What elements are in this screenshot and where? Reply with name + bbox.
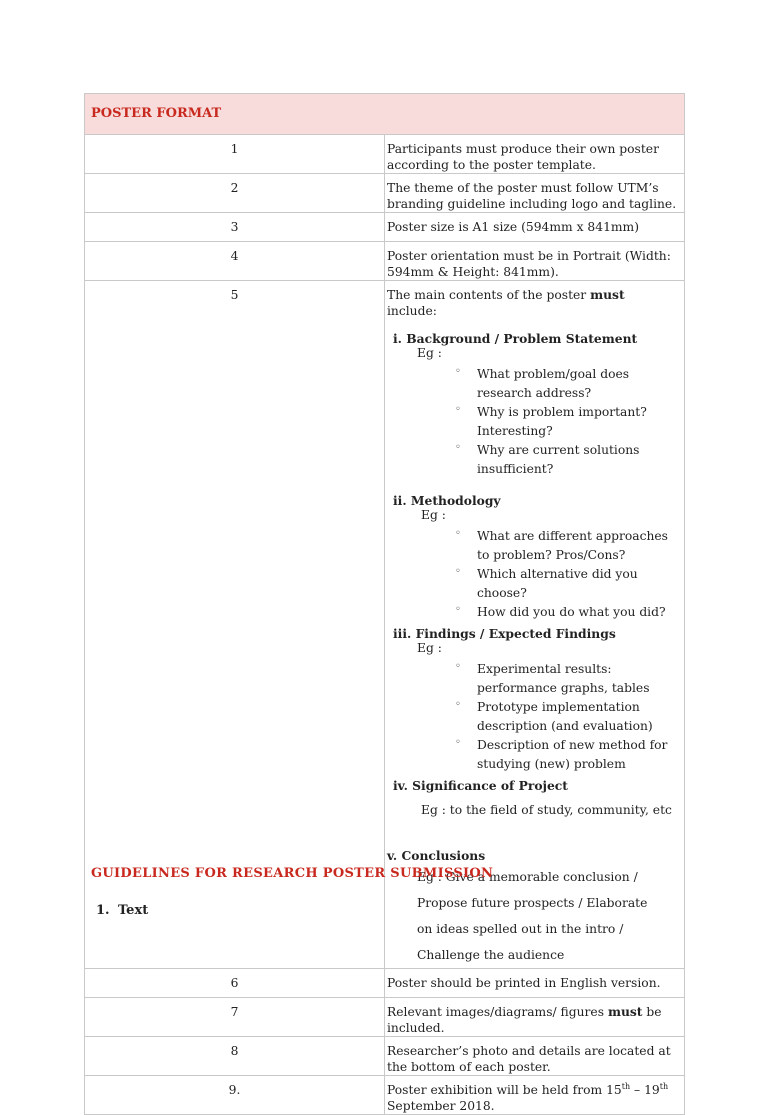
list-item: ◦ Which alternative did you choose? [387,565,678,603]
guidelines-heading: GUIDELINES FOR RESEARCH POSTER SUBMISSION [91,866,494,881]
row-text: Poster exhibition will be held from 15th – 19th September 2018. [385,1076,685,1115]
table-row [85,135,685,174]
row-text: Poster orientation must be in Portrait (Width: 594mm & Height: 841mm). [385,242,685,281]
bullet-list-background [387,365,678,479]
table-header-row [85,94,685,135]
eg-label: Eg : [417,641,442,655]
section-title-findings: iii. Findings / Expected Findings [393,626,616,641]
row-number: 4 [85,242,385,281]
list-item: ◦ Why is problem important? Interesting? [387,403,678,441]
table-row [85,1037,685,1076]
significance-example: Eg : to the field of study, community, etc [421,803,672,817]
row-text: Participants must produce their own poster according to the poster template. [385,135,685,174]
table-row [85,174,685,213]
table-row [85,1076,685,1115]
table-row [85,213,685,242]
item-number: 1. [96,903,110,918]
row-text: Poster should be printed in English version. [385,969,685,998]
row-number: 1 [85,135,385,174]
eg-label: Eg : [421,508,446,522]
row-number: 3 [85,213,385,242]
list-item: ◦ What problem/goal does research address? [387,365,678,403]
item-label: Text [118,903,149,918]
list-item: ◦ Description of new method for studying (new) problem [387,736,678,774]
list-item: ◦ What are different approaches to problem? Pros/Cons? [387,527,678,565]
row-text: Poster size is A1 size (594mm x 841mm) [385,213,685,242]
bullet-list-findings [387,660,678,774]
table-header: POSTER FORMAT [85,94,685,135]
table-row [85,242,685,281]
eg-label: Eg : [417,346,442,360]
row-text: Researcher’s photo and details are located at the bottom of each poster. [385,1037,685,1076]
row-number: 8 [85,1037,385,1076]
list-item: ◦ How did you do what you did? [387,603,678,622]
guideline-item-text [96,903,148,918]
list-item: ◦ Why are current solutions insufficient? [387,441,678,479]
row-number: 9. [85,1076,385,1115]
conclusion-line-1: Eg : Give a memorable conclusion / Propose future prospects / Elaborate [417,870,648,910]
row-text: The theme of the poster must follow UTM’s branding guideline including logo and tagline. [385,174,685,213]
list-item: ◦ Prototype implementation description (and evaluation) [387,698,678,736]
conclusion-line-2: on ideas spelled out in the intro / Challenge the audience [417,922,624,962]
section-title-methodology: ii. Methodology [393,493,501,508]
contents-intro: The main contents of the poster must include: [387,287,625,318]
list-item: ◦ Experimental results: performance graphs, tables [387,660,678,698]
row-number: 2 [85,174,385,213]
table-row [85,969,685,998]
poster-format-table [84,93,685,1115]
section-title-background: i. Background / Problem Statement [393,331,638,346]
bullet-list-methodology [387,527,678,622]
row-number: 6 [85,969,385,998]
table-row [85,998,685,1037]
section-title-conclusions: v. Conclusions [387,848,486,863]
row-number: 7 [85,998,385,1037]
row-text: Relevant images/diagrams/ figures must be included. [385,998,685,1037]
row-number: 5 [85,281,385,969]
section-title-significance: iv. Significance of Project [393,778,568,793]
